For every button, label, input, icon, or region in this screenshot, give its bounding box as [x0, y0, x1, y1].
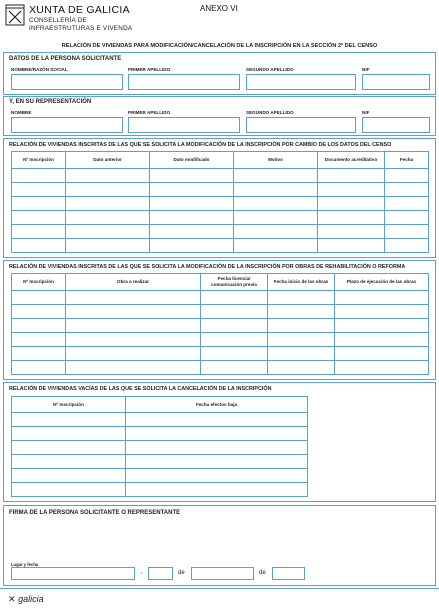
table-row: [12, 333, 429, 347]
table-row: [12, 225, 429, 239]
table-row: [12, 239, 429, 253]
place-field[interactable]: [11, 567, 135, 580]
vacant-table: [11, 396, 308, 497]
table-row: [12, 319, 429, 333]
col-plazo: Plazo de ejecución de las obras: [335, 274, 429, 291]
applicant-surname2-label: SEGUNDO APELLIDO: [246, 67, 294, 72]
rep-surname1-label: PRIMER APELLIDO: [128, 110, 171, 115]
applicant-surname1-label: PRIMER APELLIDO: [128, 67, 171, 72]
comma-separator: ,: [141, 569, 143, 575]
org-dept-line1: CONSELLERÍA DE: [29, 17, 87, 24]
col-fecha: Fecha: [385, 152, 429, 169]
table-row: [12, 441, 308, 455]
rep-name-field[interactable]: [11, 117, 123, 133]
col-motivo: Motivo: [234, 152, 318, 169]
representative-title: Y, EN SU REPRESENTACIÓN: [9, 99, 92, 105]
table-row: [12, 347, 429, 361]
rep-nif-field[interactable]: [362, 117, 430, 133]
annex-label: ANEXO VI: [200, 4, 238, 13]
applicant-surname1-field[interactable]: [128, 74, 240, 90]
applicant-name-field[interactable]: [11, 74, 123, 90]
col-dato-modificado: Dato modificado: [150, 152, 234, 169]
month-field[interactable]: [191, 567, 254, 580]
xunta-logo-icon: [5, 4, 25, 26]
rep-surname1-field[interactable]: [128, 117, 240, 133]
col-inscripcion: Nº Inscripción: [12, 274, 66, 291]
census-change-table: [11, 151, 429, 253]
org-department: [29, 17, 132, 33]
col-inscripcion: Nº Inscripción: [12, 152, 66, 169]
table-row: [12, 291, 429, 305]
rehab-table: [11, 273, 429, 375]
rep-name-label: NOMBRE: [11, 110, 32, 115]
rep-surname2-label: SEGUNDO APELLIDO: [246, 110, 294, 115]
applicant-title: DATOS DE LA PERSONA SOLICITANTE: [9, 56, 122, 62]
table-row: [12, 361, 429, 375]
table-row: [12, 483, 308, 497]
col-fecha-baja: Fecha efectos baja: [126, 397, 308, 413]
rep-surname2-field[interactable]: [246, 117, 356, 133]
galicia-swoosh-icon: ✕: [8, 594, 16, 604]
table-row: [12, 427, 308, 441]
applicant-name-label: NOMBRE/RAZÓN SOCIAL: [11, 67, 68, 72]
col-documento: Documento acreditativo: [318, 152, 385, 169]
table-row: [12, 455, 308, 469]
year-field[interactable]: [272, 567, 305, 580]
signature-title: FIRMA DE LA PERSONA SOLICITANTE O REPRESENTANTE: [9, 510, 181, 516]
table-row: [12, 305, 429, 319]
rep-nif-label: NIF: [362, 110, 370, 115]
table-row: [12, 183, 429, 197]
table-row: [12, 169, 429, 183]
document-title: RELACIÓN DE VIVIENDAS PARA MODIFICACIÓN/CANCELACIÓN DE LA INSCRIPCIÓN EN LA SECCIÓN 2ª DEL CENSO: [61, 43, 378, 49]
footer-divider: [0, 588, 439, 589]
de-label-2: de: [259, 570, 266, 576]
rehab-title: RELACIÓN DE VIVIENDAS INSCRITAS DE LAS QUE SE SOLICITA LA MODIFICACIÓN DE LA INSCRIPCIÓN POR OBRAS DE REHABILITACIÓN O REFORMA: [9, 264, 406, 270]
place-date-label: Lugar y fecha: [11, 562, 39, 567]
col-dato-anterior: Dato anterior: [66, 152, 150, 169]
table-row: [12, 197, 429, 211]
vacant-title: RELACIÓN DE VIVIENDAS VACÍAS DE LAS QUE SE SOLICITA LA CANCELACIÓN DE LA INSCRIPCIÓN: [9, 386, 272, 392]
table-row: [12, 413, 308, 427]
day-field[interactable]: [148, 567, 173, 580]
col-fecha-licencia: Fecha licencia/ comunicación previa: [201, 274, 268, 291]
applicant-surname2-field[interactable]: [246, 74, 356, 90]
org-dept-line2: INFRAESTRUTURAS E VIVENDA: [29, 25, 133, 32]
applicant-nif-field[interactable]: [362, 74, 430, 90]
census-change-title: RELACIÓN DE VIVIENDAS INSCRITAS DE LAS QUE SE SOLICITA LA MODIFICACIÓN DE LA INSCRIPCIÓN POR CAMBIO DE LOS DATOS DEL CENSO: [9, 142, 392, 148]
table-row: [12, 469, 308, 483]
applicant-nif-label: NIF: [362, 67, 370, 72]
col-obra: Obra a realizar: [66, 274, 201, 291]
org-name: XUNTA DE GALICIA: [29, 4, 130, 16]
de-label-1: de: [178, 570, 185, 576]
table-row: [12, 211, 429, 225]
galicia-brand-text: galicia: [18, 594, 44, 604]
col-fecha-inicio: Fecha inicio de las obras: [268, 274, 335, 291]
col-inscripcion: Nº Inscripción: [12, 397, 126, 413]
galicia-logo: [8, 594, 44, 605]
